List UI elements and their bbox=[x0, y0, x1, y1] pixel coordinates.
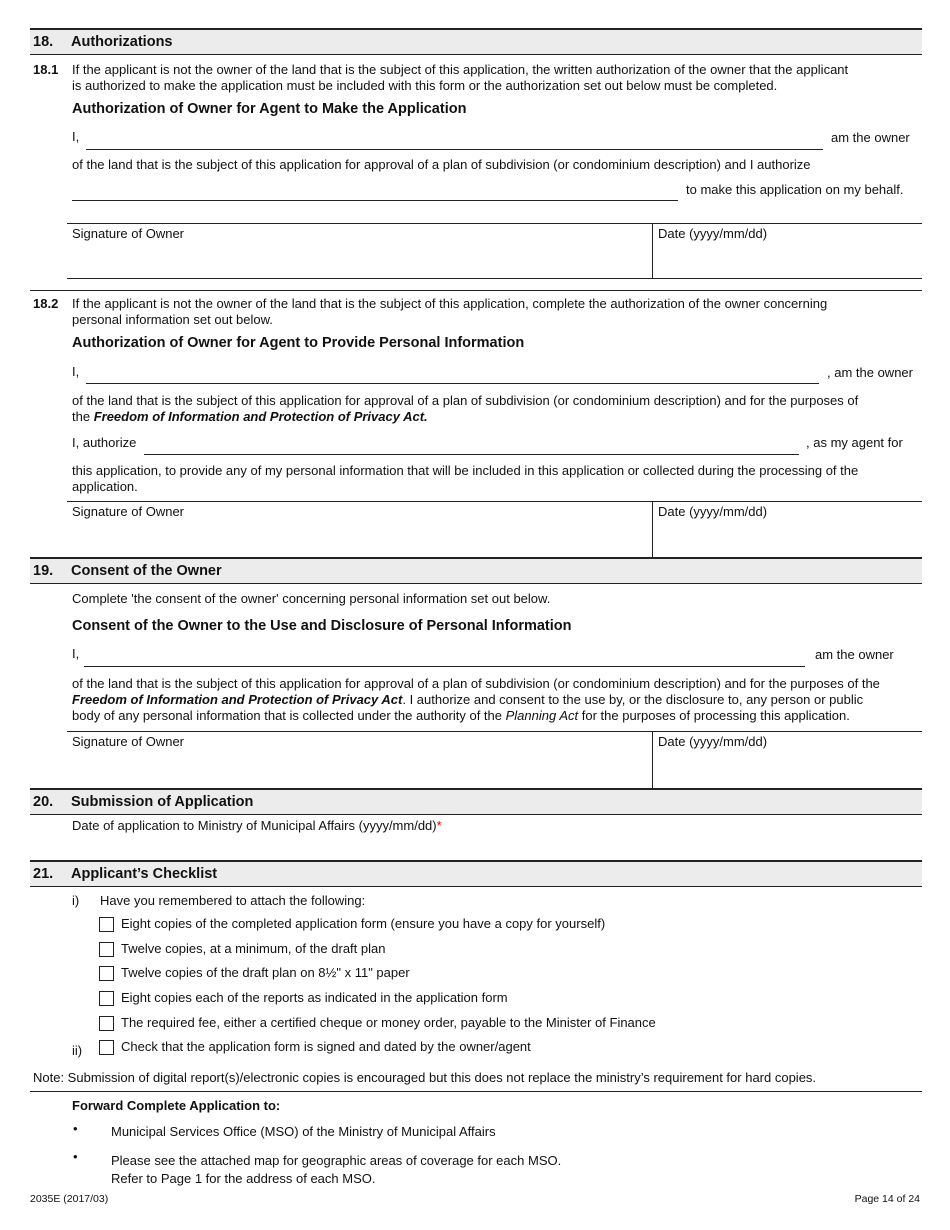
divider bbox=[30, 1091, 922, 1092]
consent-text bbox=[72, 676, 922, 724]
submission-date-field[interactable] bbox=[72, 818, 442, 833]
forward-item bbox=[111, 1152, 561, 1188]
act-name: Freedom of Information and Protection of Privacy Act. bbox=[93, 409, 428, 424]
instruction-line: If the applicant is not the owner of the land that is the subject of this application, the written authorization of the owner that the applicant bbox=[72, 62, 849, 77]
divider bbox=[30, 290, 922, 291]
checkbox-fee[interactable] bbox=[99, 1016, 114, 1031]
section-21-header bbox=[30, 860, 922, 887]
i-label: I, bbox=[72, 646, 80, 661]
forward-item: Municipal Services Office (MSO) of the Ministry of Municipal Affairs bbox=[111, 1124, 496, 1139]
checkbox-draft-plan-small[interactable] bbox=[99, 966, 114, 981]
forward-line: Refer to Page 1 for the address of each MSO. bbox=[111, 1171, 376, 1186]
signature-row bbox=[67, 731, 922, 788]
section-number: 18. bbox=[33, 34, 54, 50]
text-fragment: the bbox=[72, 409, 91, 424]
planning-act: Planning Act bbox=[505, 708, 579, 723]
form-id: 2035E (2017/03) bbox=[30, 1193, 109, 1205]
checklist-item: Twelve copies, at a minimum, of the draft plan bbox=[121, 941, 386, 956]
i-label: I, bbox=[72, 129, 80, 144]
checkbox-application-copies[interactable] bbox=[99, 917, 114, 932]
consent-line: of the land that is the subject of this application for approval of a plan of subdivision (or condominium description) and for the purposes of the bbox=[72, 676, 880, 691]
info-line: application. bbox=[72, 479, 138, 494]
section-title: Consent of the Owner bbox=[71, 563, 222, 579]
bullet: • bbox=[73, 1121, 78, 1136]
instruction-text bbox=[72, 296, 827, 328]
checklist-item: Eight copies each of the reports as indicated in the application form bbox=[121, 990, 508, 1005]
section-number: 19. bbox=[33, 563, 54, 579]
checklist-item: Check that the application form is signed and dated by the owner/agent bbox=[121, 1039, 531, 1054]
date-label: Date (yyyy/mm/dd) bbox=[658, 504, 768, 519]
subsection-number: 18.1 bbox=[33, 62, 59, 77]
instruction-line: personal information set out below. bbox=[72, 312, 273, 327]
section-title: Applicant’s Checklist bbox=[71, 866, 218, 882]
section-19-header bbox=[30, 557, 922, 584]
section-18-header bbox=[30, 28, 922, 55]
signature-label: Signature of Owner bbox=[72, 226, 185, 241]
subsection-heading: Consent of the Owner to the Use and Disclosure of Personal Information bbox=[72, 618, 572, 634]
agent-name-field[interactable] bbox=[72, 200, 678, 201]
section-20-header bbox=[30, 788, 922, 815]
section-title: Authorizations bbox=[71, 34, 173, 50]
forward-heading: Forward Complete Application to: bbox=[72, 1098, 281, 1113]
instruction-line: If the applicant is not the owner of the land that is the subject of this application, complete the authorization of the owner concerning bbox=[72, 296, 828, 311]
checkbox-draft-plan-copies[interactable] bbox=[99, 942, 114, 957]
list-marker: i) bbox=[72, 893, 80, 908]
consent-line bbox=[72, 692, 922, 708]
signature-row bbox=[67, 223, 922, 279]
signature-row bbox=[67, 501, 922, 557]
owner-name-field[interactable] bbox=[84, 666, 805, 667]
i-label: I, bbox=[72, 364, 80, 379]
authorize-label: I, authorize bbox=[72, 435, 137, 450]
checklist-item: Twelve copies of the draft plan on 8½" x 11" paper bbox=[121, 965, 410, 980]
subsection-number: 18.2 bbox=[33, 296, 59, 311]
instruction-text bbox=[72, 62, 848, 94]
section-number: 20. bbox=[33, 794, 54, 810]
required-mark: * bbox=[436, 818, 442, 833]
signature-label: Signature of Owner bbox=[72, 734, 185, 749]
divider bbox=[652, 502, 653, 557]
text-fragment: . I authorize and consent to the use by, or the disclosure to, any person or public bbox=[402, 692, 864, 707]
list-marker: ii) bbox=[72, 1043, 83, 1058]
land-text: of the land that is the subject of this application for approval of a plan of subdivision (or condominium description) and I authorize bbox=[72, 157, 811, 172]
text-fragment: body of any personal information that is collected under the authority of the bbox=[72, 708, 502, 723]
section-number: 21. bbox=[33, 866, 54, 882]
checklist-item: The required fee, either a certified cheque or money order, payable to the Minister of Finance bbox=[121, 1015, 656, 1030]
subsection-heading: Authorization of Owner for Agent to Make the Application bbox=[72, 101, 467, 117]
agent-label: , as my agent for bbox=[806, 435, 903, 450]
divider bbox=[652, 224, 653, 278]
act-name: Freedom of Information and Protection of Privacy Act bbox=[72, 692, 403, 707]
date-label: Date (yyyy/mm/dd) bbox=[658, 226, 768, 241]
bullet: • bbox=[73, 1149, 78, 1164]
signature-label: Signature of Owner bbox=[72, 504, 185, 519]
checkbox-reports[interactable] bbox=[99, 991, 114, 1006]
info-line: this application, to provide any of my personal information that will be included in this application or collected during the processing of the bbox=[72, 463, 859, 478]
agent-name-field[interactable] bbox=[144, 454, 799, 455]
land-text-line bbox=[72, 409, 858, 425]
page-number: Page 14 of 24 bbox=[854, 1193, 920, 1205]
owner-name-field[interactable] bbox=[86, 149, 823, 150]
intro-text: Complete 'the consent of the owner' concerning personal information set out below. bbox=[72, 591, 551, 606]
divider bbox=[652, 732, 653, 788]
checklist-item: Eight copies of the completed application form (ensure you have a copy for yourself) bbox=[121, 916, 606, 931]
note-text: Note: Submission of digital report(s)/electronic copies is encouraged but this does not replace the ministry’s requirement for hard copies. bbox=[33, 1070, 817, 1085]
consent-line bbox=[72, 708, 922, 724]
forward-line: Please see the attached map for geographic areas of coverage for each MSO. bbox=[111, 1153, 562, 1168]
owner-label: , am the owner bbox=[827, 365, 913, 380]
land-text-line: of the land that is the subject of this application for approval of a plan of subdivision (or condominium description) and for the purposes of bbox=[72, 393, 859, 408]
owner-label: am the owner bbox=[831, 130, 910, 145]
subsection-heading: Authorization of Owner for Agent to Provide Personal Information bbox=[72, 335, 525, 351]
info-text bbox=[72, 463, 858, 495]
instruction-line: is authorized to make the application must be included with this form or the authorization set out below must be completed. bbox=[72, 78, 778, 93]
section-title: Submission of Application bbox=[71, 794, 254, 810]
behalf-label: to make this application on my behalf. bbox=[686, 182, 904, 197]
land-text bbox=[72, 393, 858, 425]
owner-label: am the owner bbox=[815, 647, 894, 662]
date-label: Date (yyyy/mm/dd) bbox=[658, 734, 768, 749]
date-label: Date of application to Ministry of Municipal Affairs (yyyy/mm/dd) bbox=[72, 818, 437, 833]
checklist-intro: Have you remembered to attach the following: bbox=[100, 893, 366, 908]
checkbox-signed-dated[interactable] bbox=[99, 1040, 114, 1055]
owner-name-field[interactable] bbox=[86, 383, 819, 384]
text-fragment: for the purposes of processing this application. bbox=[581, 708, 850, 723]
